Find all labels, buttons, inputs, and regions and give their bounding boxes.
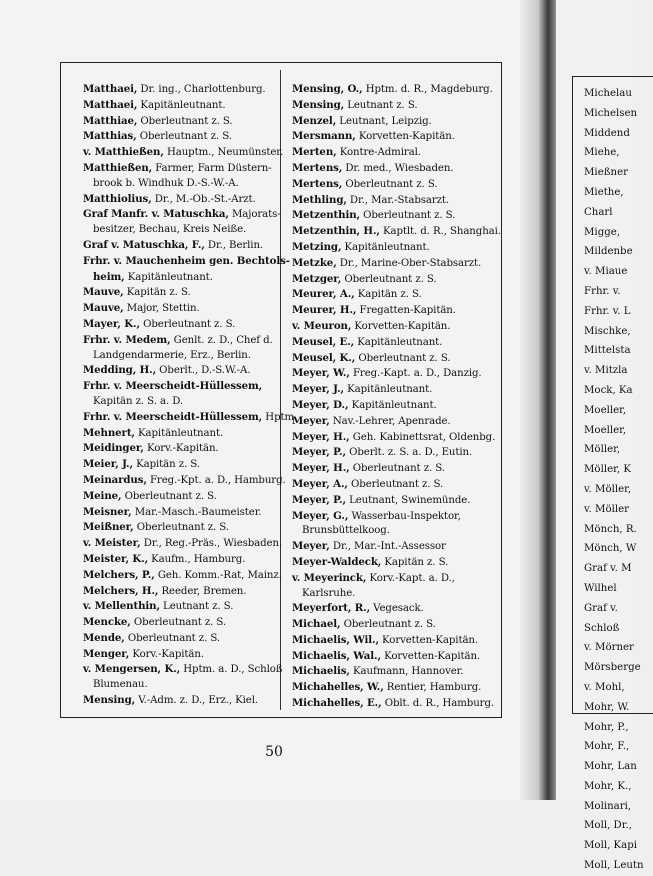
directory-entry bbox=[292, 414, 492, 430]
directory-entry bbox=[292, 240, 492, 256]
directory-entry bbox=[83, 317, 275, 333]
directory-entry bbox=[292, 509, 492, 525]
entry-details: Freg.-Kapt. a. D., Danzig. bbox=[349, 368, 482, 380]
entry-name: Metzing, bbox=[292, 240, 342, 253]
directory-entry bbox=[83, 662, 283, 678]
next-page-fragment: Mohr, Lan bbox=[584, 761, 637, 773]
entry-details: Hptm. a. D., Schloß bbox=[180, 664, 283, 676]
next-page-edge bbox=[556, 0, 644, 872]
entry-name: Matthias, bbox=[83, 130, 137, 143]
directory-entry bbox=[83, 82, 275, 98]
entry-name: v. Matthießen, bbox=[83, 146, 164, 159]
entry-name: Merten, bbox=[292, 146, 337, 159]
entry-details: Mar.-Masch.-Baumeister. bbox=[131, 506, 262, 518]
entry-name: Meyer, G., bbox=[292, 509, 349, 522]
entry-details: Dr. med., Wiesbaden. bbox=[342, 162, 454, 174]
entry-details: Oberleutnant z. S. bbox=[139, 318, 236, 330]
directory-entry bbox=[292, 303, 492, 319]
entry-details: Hptm. bbox=[262, 411, 298, 423]
entry-details: Oberleutnant z. S. bbox=[130, 617, 227, 629]
entry-details: Major, Stettin. bbox=[123, 303, 200, 315]
directory-entry bbox=[292, 82, 492, 98]
entry-details: Oberleutnant z. S. bbox=[355, 352, 451, 364]
directory-entry bbox=[292, 601, 492, 617]
entry-name: Meyer, P., bbox=[292, 493, 346, 506]
directory-entry bbox=[292, 696, 495, 712]
entry-name: Matthiae, bbox=[83, 114, 138, 127]
next-page-column bbox=[584, 84, 644, 876]
entry-name: Meine, bbox=[83, 489, 122, 502]
next-page-fragment: Möller, bbox=[584, 444, 621, 456]
entry-name: Menger, bbox=[83, 647, 130, 660]
directory-entry bbox=[83, 98, 275, 114]
entry-name: Mertens, bbox=[292, 177, 343, 190]
entry-details: Dr., Berlin. bbox=[204, 239, 264, 251]
entry-details: Majorats- bbox=[228, 209, 281, 221]
directory-entry bbox=[292, 617, 492, 633]
page-number: 50 bbox=[265, 744, 283, 760]
entry-name: Michahelles, W., bbox=[292, 681, 384, 694]
entry-name: Methling, bbox=[292, 193, 347, 206]
entry-name: Melchers, P., bbox=[83, 568, 155, 581]
entry-name: Meister, K., bbox=[83, 552, 149, 565]
directory-entry bbox=[292, 382, 492, 398]
directory-entry bbox=[83, 129, 275, 145]
entry-details: Kapitänleutnant. bbox=[341, 241, 430, 253]
next-page-fragment: Moeller, bbox=[584, 424, 627, 436]
directory-entry bbox=[83, 145, 284, 161]
entry-details: Nav.-Lehrer, Apenrade. bbox=[329, 415, 451, 427]
directory-entry bbox=[83, 363, 275, 379]
entry-name: Meyer, bbox=[292, 414, 330, 427]
entry-details: Kaufmann, Hannover. bbox=[349, 666, 464, 678]
entry-details: Rentier, Hamburg. bbox=[383, 682, 482, 694]
next-page-fragment: Middend bbox=[584, 127, 630, 139]
directory-entry bbox=[292, 208, 492, 224]
entry-name: Frhr. v. Medem, bbox=[83, 333, 171, 346]
entry-details: Geh. Kabinettsrat, Oldenbg. bbox=[349, 431, 496, 443]
entry-details: Korv.-Kapitän. bbox=[143, 443, 219, 455]
directory-entry bbox=[83, 270, 275, 286]
directory-entry bbox=[83, 426, 275, 442]
next-page-fragment: Migge, bbox=[584, 226, 620, 238]
directory-entry bbox=[292, 539, 492, 555]
directory-entry bbox=[292, 398, 492, 414]
next-page-fragment: Moeller, bbox=[584, 404, 627, 416]
entry-details: Korvetten-Kapitän. bbox=[378, 634, 479, 646]
entry-details: Korvetten-Kapitän. bbox=[351, 320, 451, 332]
directory-entry bbox=[83, 441, 275, 457]
directory-entry bbox=[83, 254, 290, 270]
next-page-fragment: Wilhel bbox=[584, 582, 617, 594]
next-page-fragment: v. Mitzla bbox=[584, 365, 628, 377]
directory-entry bbox=[292, 114, 492, 130]
next-page-fragment: v. Mörner bbox=[584, 642, 634, 654]
entry-details: Landgendarmerie, Erz., Berlin. bbox=[93, 349, 251, 361]
entry-name: Meißner, bbox=[83, 521, 134, 534]
entry-details: Wasserbau-Inspektor, bbox=[348, 510, 461, 522]
entry-details: Brunsbüttelkoog. bbox=[302, 525, 390, 537]
entry-details: Dr., Marine-Ober-Stabsarzt. bbox=[336, 257, 482, 269]
directory-entry bbox=[292, 493, 492, 509]
entry-name: Frhr. v. Meerscheidt-Hüllessem, bbox=[83, 410, 263, 423]
next-page-fragment: Miehe, bbox=[584, 147, 620, 159]
directory-entry bbox=[83, 678, 275, 693]
entry-name: Matthaei, bbox=[83, 83, 138, 95]
entry-details: Oberleutnant z. S. bbox=[136, 131, 232, 143]
book-gutter bbox=[520, 0, 560, 800]
next-page-fragment: Mischke, bbox=[584, 325, 631, 337]
entry-details: Vegesack. bbox=[370, 603, 424, 615]
left-column bbox=[83, 82, 298, 709]
entry-details: Hauptm., Neumünster. bbox=[163, 147, 284, 159]
directory-entry bbox=[292, 633, 492, 649]
entry-name: Meyer, D., bbox=[292, 398, 349, 411]
entry-name: Mayer, K., bbox=[83, 317, 140, 330]
entry-name: Meurer, A., bbox=[292, 288, 355, 301]
entry-details: Genlt. z. D., Chef d. bbox=[170, 334, 273, 346]
entry-details: Kapitänleutnant. bbox=[348, 399, 437, 411]
entry-details: Kapitänleutnant. bbox=[124, 271, 213, 283]
entry-name: Meyer, W., bbox=[292, 367, 350, 380]
directory-entry bbox=[292, 555, 492, 571]
entry-name: Mensing, O., bbox=[292, 83, 363, 95]
entry-details: Kapitän z. S. a. D. bbox=[93, 395, 184, 407]
entry-details: Hptm. d. R., Magdeburg. bbox=[362, 84, 493, 95]
entry-details: besitzer, Bechau, Kreis Neiße. bbox=[93, 224, 247, 236]
directory-entry bbox=[83, 615, 275, 631]
directory-entry bbox=[83, 161, 275, 177]
directory-entry bbox=[292, 98, 492, 114]
entry-name: v. Mengersen, K., bbox=[83, 663, 181, 676]
directory-entry bbox=[292, 524, 492, 539]
entry-details: Oberleutnant z. S. bbox=[342, 178, 438, 190]
entry-details: Oberleutnant z. S. bbox=[359, 210, 456, 222]
entry-name: v. Meyerinck, bbox=[292, 571, 367, 584]
entry-details: Geh. Komm.-Rat, Mainz. bbox=[154, 569, 282, 581]
entry-name: Mauve, bbox=[83, 302, 124, 315]
entry-details: Blumenau. bbox=[93, 679, 148, 691]
entry-details: Kapitänleutnant. bbox=[354, 336, 443, 348]
directory-entry bbox=[292, 272, 492, 288]
entry-details: Dr., Reg.-Präs., Wiesbaden. bbox=[140, 538, 283, 550]
entry-details: Oberleutnant z. S. bbox=[349, 463, 445, 475]
next-page-fragment: Mohr, W. bbox=[584, 701, 630, 713]
directory-entry bbox=[83, 114, 275, 130]
directory-entry bbox=[292, 224, 501, 240]
entry-details: Dr., M.-Ob.-St.-Arzt. bbox=[151, 193, 256, 205]
directory-entry bbox=[83, 599, 275, 615]
entry-name: Mensing, bbox=[83, 694, 136, 707]
next-page-fragment: Möller, K bbox=[584, 464, 631, 476]
next-page-fragment: Graf v. bbox=[584, 602, 618, 614]
entry-details: Reeder, Bremen. bbox=[158, 585, 247, 597]
entry-details: Kapitänleutnant. bbox=[344, 384, 433, 396]
next-page-fragment: Mock, Ka bbox=[584, 384, 633, 396]
entry-name: Michaelis, Wal., bbox=[292, 649, 381, 662]
entry-name: Meusel, E., bbox=[292, 335, 355, 348]
entry-name: Metzenthin, H., bbox=[292, 225, 380, 238]
entry-name: heim, bbox=[93, 270, 125, 283]
entry-details: Dr., Mar.-Stabsarzt. bbox=[346, 194, 450, 206]
entry-details: Kapitän z. S. bbox=[354, 289, 422, 301]
directory-entry bbox=[292, 366, 492, 382]
entry-name: Meier, J., bbox=[83, 458, 133, 471]
entry-details: Dr., Mar.-Int.-Assessor bbox=[329, 541, 446, 553]
next-page-fragment: Mönch, W bbox=[584, 543, 637, 555]
entry-details: Oberleutnant z. S. bbox=[124, 632, 220, 644]
directory-entry bbox=[292, 587, 492, 602]
entry-details: Oberleutnant z. S. bbox=[137, 115, 233, 127]
entry-name: Meyer, H., bbox=[292, 430, 350, 443]
entry-details: Oberleutnant z. S. bbox=[340, 619, 436, 631]
entry-name: Mencke, bbox=[83, 616, 131, 629]
entry-name: Metzenthin, bbox=[292, 209, 360, 222]
entry-details: Kapitän z. S. bbox=[132, 459, 200, 471]
entry-details: Korvetten-Kapitän. bbox=[355, 131, 455, 143]
entry-name: Mensing, bbox=[292, 98, 345, 111]
directory-entry bbox=[292, 256, 492, 272]
entry-details: Kaufm., Hamburg. bbox=[148, 553, 246, 565]
entry-name: Graf Manfr. v. Matuschka, bbox=[83, 208, 229, 221]
right-column bbox=[292, 82, 501, 712]
entry-name: Meyer, J., bbox=[292, 383, 345, 396]
directory-entry bbox=[83, 647, 275, 663]
next-page-fragment: Michelsen bbox=[584, 107, 638, 119]
entry-details: brook b. Windhuk D.-S.-W.-A. bbox=[93, 177, 239, 189]
entry-details: Oberlt., D.-S.W.-A. bbox=[156, 365, 251, 377]
entry-name: Mersmann, bbox=[292, 130, 356, 143]
entry-details: Korvetten-Kapitän. bbox=[380, 650, 481, 662]
directory-entry bbox=[292, 129, 492, 145]
next-page-fragment: v. Miaue bbox=[584, 266, 628, 278]
entry-details: Kontre-Admiral. bbox=[336, 147, 421, 159]
entry-details: Korv.-Kapitän. bbox=[129, 648, 204, 660]
entry-name: Meinardus, bbox=[83, 473, 147, 486]
directory-entry bbox=[292, 445, 492, 461]
directory-entry bbox=[292, 145, 492, 161]
entry-name: Meyer, bbox=[292, 540, 330, 553]
directory-entry bbox=[83, 301, 275, 317]
directory-entry bbox=[292, 287, 492, 303]
next-page-fragment: Mießner bbox=[584, 167, 628, 179]
entry-details: Korv.-Kapt. a. D., bbox=[366, 572, 455, 584]
next-page-fragment: v. Mohl, bbox=[584, 681, 625, 693]
entry-name: Mehnert, bbox=[83, 426, 135, 439]
next-page-fragment: v. Möller bbox=[584, 503, 630, 515]
directory-entry bbox=[83, 505, 275, 521]
entry-name: Meyer, H., bbox=[292, 462, 350, 475]
entry-details: Leutnant z. S. bbox=[344, 99, 418, 111]
next-page-fragment: Michelau bbox=[584, 88, 632, 99]
next-page-fragment: Mönch, R. bbox=[584, 523, 637, 535]
entry-name: Metzger, bbox=[292, 272, 342, 285]
directory-entry bbox=[292, 649, 492, 665]
entry-name: Melchers, H., bbox=[83, 584, 159, 597]
directory-entry bbox=[83, 536, 283, 552]
entry-details: Oblt. d. R., Hamburg. bbox=[381, 698, 495, 710]
entry-name: v. Mellenthin, bbox=[83, 600, 160, 613]
directory-entry bbox=[83, 349, 275, 364]
entry-details: Kapitänleutnant. bbox=[134, 427, 224, 439]
directory-entry bbox=[292, 461, 492, 477]
entry-name: Graf v. Matuschka, F., bbox=[83, 238, 205, 251]
directory-entry bbox=[83, 552, 275, 568]
entry-name: Metzke, bbox=[292, 256, 337, 269]
directory-entry bbox=[83, 568, 282, 584]
directory-entry bbox=[83, 584, 275, 600]
entry-details: Fregatten-Kapitän. bbox=[356, 305, 456, 317]
directory-entry bbox=[292, 319, 492, 335]
entry-name: Medding, H., bbox=[83, 364, 157, 377]
entry-details: Leutnant, Swinemünde. bbox=[345, 494, 471, 506]
directory-entry bbox=[292, 477, 492, 493]
entry-name: Matthießen, bbox=[83, 161, 153, 174]
directory-entry bbox=[83, 333, 275, 349]
entry-name: Mende, bbox=[83, 631, 125, 644]
entry-name: Mauve, bbox=[83, 286, 124, 299]
directory-entry bbox=[83, 489, 275, 505]
entry-name: Michahelles, E., bbox=[292, 697, 382, 710]
next-page-fragment: Schloß bbox=[584, 622, 620, 634]
directory-entry bbox=[83, 457, 275, 473]
entry-name: Michael, bbox=[292, 618, 341, 631]
directory-entry bbox=[292, 193, 492, 209]
directory-entry bbox=[83, 177, 275, 192]
entry-details: Kapitän z. S. bbox=[123, 287, 191, 299]
entry-details: Oberleutnant z. S. bbox=[341, 273, 437, 285]
directory-entry bbox=[292, 571, 492, 587]
directory-entry bbox=[292, 430, 496, 446]
directory-entry bbox=[292, 335, 492, 351]
entry-name: Meisner, bbox=[83, 505, 132, 518]
directory-entry bbox=[292, 680, 492, 696]
next-page-fragment: Mohr, K., bbox=[584, 780, 632, 792]
entry-details: Freg.-Kpt. a. D., Hamburg. bbox=[146, 474, 286, 486]
directory-entry bbox=[83, 223, 275, 238]
next-page-fragment: Mildenbe bbox=[584, 246, 633, 258]
directory-entry bbox=[83, 631, 275, 647]
entry-details: Oberleutnant z. S. bbox=[347, 478, 444, 490]
entry-name: Matthiolius, bbox=[83, 192, 152, 205]
next-page-fragment: Charl bbox=[584, 206, 613, 218]
entry-details: Dr. ing., Charlottenburg. bbox=[137, 84, 266, 95]
directory-entry bbox=[83, 520, 275, 536]
entry-name: Frhr. v. Meerscheidt-Hüllessem, bbox=[83, 380, 263, 393]
entry-name: v. Meister, bbox=[83, 537, 141, 550]
entry-name: Meusel, K., bbox=[292, 351, 356, 364]
entry-name: Meyerfort, R., bbox=[292, 602, 371, 615]
directory-entry bbox=[83, 693, 275, 709]
directory-entry bbox=[292, 161, 492, 177]
directory-entry bbox=[83, 473, 286, 489]
entry-details: Kapitän z. S. bbox=[381, 556, 449, 568]
entry-name: Menzel, bbox=[292, 114, 337, 127]
entry-name: Meidinger, bbox=[83, 442, 144, 455]
next-page-fragment: v. Möller, bbox=[584, 483, 632, 495]
next-page-fragment: Molinari, bbox=[584, 800, 632, 812]
directory-entry bbox=[83, 410, 298, 426]
column-divider bbox=[280, 70, 281, 710]
next-page-fragment: Frhr. v. L bbox=[584, 305, 631, 317]
entry-details: Leutnant z. S. bbox=[159, 601, 234, 613]
directory-entry bbox=[83, 207, 281, 223]
entry-details: Farmer, Farm Düstern- bbox=[152, 162, 272, 174]
entry-details: V.-Adm. z. D., Erz., Kiel. bbox=[135, 695, 259, 707]
entry-name: Matthaei, bbox=[83, 98, 138, 111]
directory-entry bbox=[83, 238, 275, 254]
next-page-fragment: Moll, Dr., bbox=[584, 820, 632, 832]
entry-details: Kapitänleutnant. bbox=[137, 99, 226, 111]
next-page-fragment: Miethe, bbox=[584, 186, 624, 198]
entry-details: Karlsruhe. bbox=[302, 587, 356, 599]
entry-name: Michaelis, Wil., bbox=[292, 633, 379, 646]
entry-name: Mertens, bbox=[292, 161, 343, 174]
entry-name: Meyer, P., bbox=[292, 446, 346, 459]
next-page-fragment: Mittelsta bbox=[584, 345, 631, 357]
directory-entry bbox=[292, 177, 492, 193]
directory-entry bbox=[292, 351, 492, 367]
directory-entry bbox=[83, 395, 275, 410]
entry-details: Oberleutnant z. S. bbox=[133, 522, 229, 534]
directory-entry bbox=[83, 379, 275, 395]
entry-details: Kaptlt. d. R., Shanghai. bbox=[379, 226, 501, 238]
entry-name: Meyer-Waldeck, bbox=[292, 555, 382, 568]
next-page-fragment: Frhr. v. bbox=[584, 285, 621, 297]
next-page-fragment: Moll, Kapi bbox=[584, 840, 638, 852]
entry-details: Oberleutnant z. S. bbox=[121, 490, 217, 502]
directory-entry bbox=[83, 192, 275, 208]
entry-name: v. Meuron, bbox=[292, 319, 352, 332]
entry-name: Meurer, H., bbox=[292, 304, 357, 317]
next-page-fragment: Mörsberge bbox=[584, 662, 641, 674]
entry-name: Michaelis, bbox=[292, 665, 350, 678]
next-page-fragment: Graf v. M bbox=[584, 563, 632, 575]
entry-details: Leutnant, Leipzig. bbox=[336, 115, 432, 127]
entry-details: Oberlt. z. S. a. D., Eutin. bbox=[345, 447, 473, 459]
entry-name: Frhr. v. Mauchenheim gen. Bechtols- bbox=[83, 254, 290, 267]
next-page-fragment: Mohr, F., bbox=[584, 741, 630, 753]
entry-name: Meyer, A., bbox=[292, 477, 348, 490]
next-page-fragment: Mohr, P., bbox=[584, 721, 629, 733]
directory-entry bbox=[292, 664, 492, 680]
directory-entry bbox=[83, 285, 275, 301]
next-page-fragment: Moll, Leutn bbox=[584, 860, 644, 872]
